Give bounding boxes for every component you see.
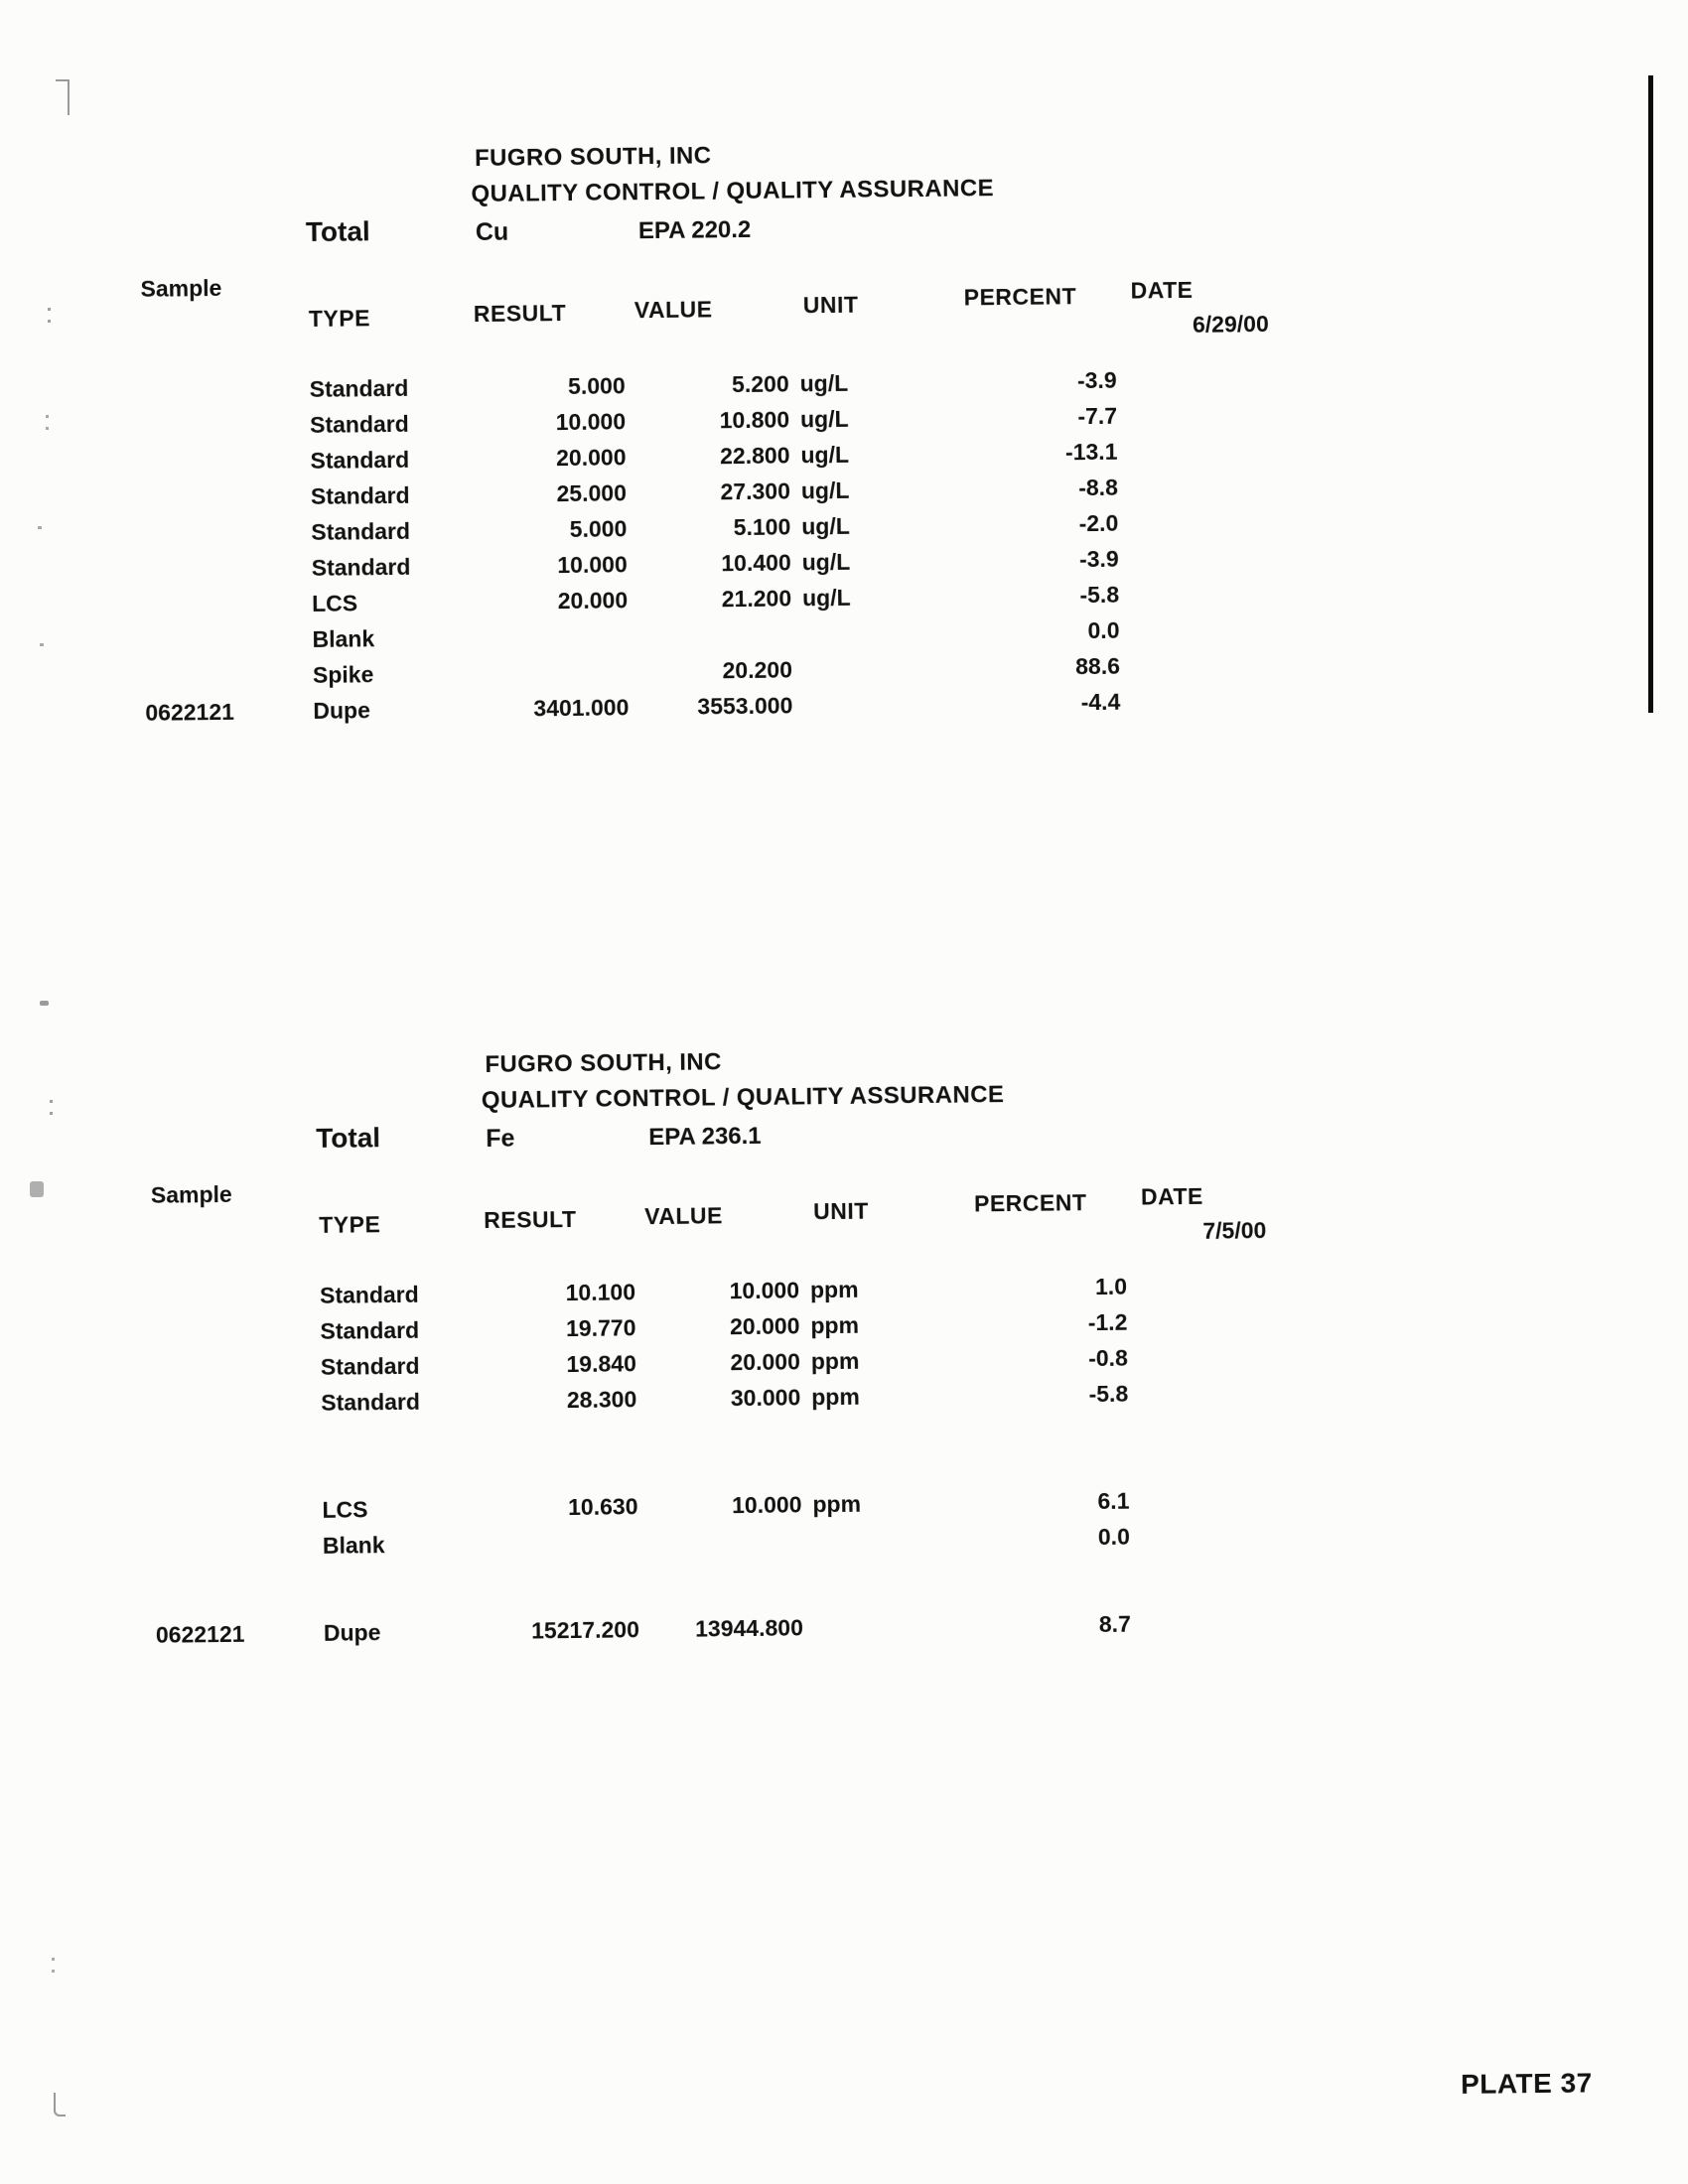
- plate-number-label: PLATE 37: [1460, 2067, 1593, 2100]
- cell-type: Standard: [309, 410, 409, 438]
- method-label: EPA 236.1: [648, 1122, 762, 1152]
- cell-percent: -4.4: [1080, 688, 1121, 716]
- cell-unit: ppm: [810, 1347, 860, 1375]
- cell-percent: 1.0: [1094, 1273, 1128, 1300]
- column-header-value: VALUE: [644, 1202, 724, 1230]
- cell-value: 20.000: [730, 1348, 800, 1376]
- cell-result: 15217.200: [531, 1616, 640, 1644]
- column-header-percent: PERCENT: [973, 1189, 1087, 1217]
- column-header-value: VALUE: [633, 296, 713, 324]
- scan-artifact: [46, 415, 49, 418]
- cell-percent: -5.8: [1079, 581, 1120, 609]
- cell-value: 20.200: [722, 656, 793, 684]
- cell-result: 10.000: [555, 408, 627, 436]
- column-header-unit: UNIT: [802, 291, 859, 319]
- scan-artifact: [54, 2093, 66, 2116]
- column-header-result: RESULT: [484, 1205, 577, 1234]
- cell-type: Standard: [310, 446, 410, 474]
- column-header-unit: UNIT: [812, 1197, 869, 1225]
- qc-table-fe: [7, 1037, 1688, 1648]
- cell-unit: [802, 619, 921, 620]
- cell-percent: -13.1: [1064, 438, 1118, 466]
- analyte-label: Cu: [475, 217, 509, 247]
- cell-value: 10.000: [729, 1277, 800, 1304]
- cell-percent: -5.8: [1088, 1380, 1129, 1408]
- column-header-type: TYPE: [308, 305, 371, 332]
- cell-result: 5.000: [567, 372, 626, 400]
- cell-unit: ppm: [809, 1276, 859, 1303]
- cell-sample: 0622121: [145, 698, 235, 726]
- cell-sample: 0622121: [155, 1620, 245, 1648]
- cell-value: 21.200: [721, 585, 792, 613]
- cell-percent: 0.0: [1097, 1523, 1130, 1551]
- cell-percent: -8.8: [1078, 474, 1119, 501]
- cell-type: Blank: [322, 1532, 385, 1559]
- column-header-date: DATE: [1130, 276, 1194, 304]
- total-label: Total: [316, 1122, 381, 1154]
- cell-result: 19.770: [565, 1314, 636, 1342]
- qc-table-cu: [0, 131, 1685, 726]
- run-date: 6/29/00: [1192, 310, 1269, 338]
- cell-unit: ppm: [811, 1383, 860, 1411]
- cell-unit: [814, 1613, 933, 1614]
- cell-sample: [152, 1283, 311, 1285]
- cell-type: Blank: [312, 625, 375, 652]
- cell-type: LCS: [311, 590, 358, 616]
- cell-result: 20.000: [555, 444, 627, 472]
- cell-result: 10.000: [557, 551, 628, 579]
- cell-value: 5.100: [733, 513, 791, 541]
- cell-value: 3553.000: [697, 692, 793, 720]
- cell-result: 5.000: [569, 515, 628, 542]
- scan-artifact: [56, 79, 70, 115]
- cell-type: Standard: [309, 374, 409, 402]
- cell-result: 10.100: [565, 1279, 636, 1306]
- company-name: FUGRO SOUTH, INC: [474, 142, 712, 173]
- scan-artifact: [40, 1001, 49, 1006]
- cell-percent: -7.7: [1077, 402, 1118, 430]
- cell-result: 28.300: [566, 1386, 637, 1414]
- scan-artifact: [48, 308, 51, 311]
- cell-type: Spike: [312, 661, 374, 688]
- cell-unit: ug/L: [799, 369, 849, 397]
- cell-value: 10.400: [721, 549, 791, 577]
- cell-unit: ppm: [812, 1490, 862, 1518]
- scan-artifact: [38, 526, 42, 529]
- cell-unit: ug/L: [801, 548, 851, 576]
- cell-type: Standard: [321, 1388, 421, 1416]
- sample-column-header: Sample: [150, 1180, 232, 1208]
- cell-percent: 0.0: [1087, 616, 1120, 644]
- cell-type: Standard: [311, 553, 411, 581]
- table-rows: [0, 360, 1688, 737]
- cell-percent: -3.9: [1078, 545, 1119, 573]
- total-label: Total: [305, 215, 370, 247]
- cell-type: Standard: [320, 1352, 420, 1380]
- cell-percent: -0.8: [1088, 1344, 1128, 1372]
- cell-value: 20.000: [729, 1312, 800, 1340]
- cell-value: 5.200: [731, 370, 789, 398]
- report-subtitle: QUALITY CONTROL / QUALITY ASSURANCE: [471, 175, 995, 208]
- column-header-type: TYPE: [319, 1211, 381, 1238]
- column-header-percent: PERCENT: [963, 283, 1077, 311]
- scan-artifact: [50, 1100, 53, 1103]
- scan-edge-line: [1648, 75, 1653, 713]
- cell-type: Dupe: [313, 697, 371, 724]
- cell-result: 3401.000: [533, 694, 630, 722]
- cell-value: 30.000: [730, 1384, 801, 1412]
- company-name: FUGRO SOUTH, INC: [485, 1048, 722, 1078]
- cell-result: 19.840: [566, 1350, 636, 1378]
- cell-unit: ug/L: [800, 441, 850, 469]
- cell-percent: 88.6: [1074, 652, 1121, 680]
- scan-artifact: [30, 1181, 44, 1197]
- sample-column-header: Sample: [140, 274, 222, 302]
- cell-value: 27.300: [720, 478, 791, 505]
- cell-percent: 8.7: [1098, 1610, 1131, 1638]
- cell-result: 10.630: [567, 1493, 638, 1521]
- column-header-result: RESULT: [473, 300, 567, 328]
- cell-type: Standard: [320, 1316, 420, 1344]
- cell-unit: ug/L: [800, 477, 850, 504]
- cell-value: 10.000: [731, 1491, 802, 1519]
- cell-percent: -3.9: [1076, 366, 1117, 394]
- cell-unit: [813, 1526, 932, 1527]
- cell-type: Standard: [310, 481, 410, 509]
- analyte-label: Fe: [486, 1124, 515, 1153]
- cell-type: Standard: [319, 1281, 419, 1308]
- cell-unit: ug/L: [801, 584, 851, 612]
- report-subtitle: QUALITY CONTROL / QUALITY ASSURANCE: [481, 1081, 1005, 1115]
- cell-type: Dupe: [323, 1619, 381, 1646]
- cell-type: LCS: [322, 1496, 368, 1523]
- cell-result: 20.000: [557, 587, 629, 614]
- cell-value: 22.800: [719, 442, 790, 470]
- table-rows: [10, 1267, 1688, 1659]
- cell-value: 10.800: [719, 406, 790, 434]
- scan-artifact: [40, 643, 44, 646]
- cell-unit: ppm: [810, 1311, 860, 1339]
- scan-artifact: [52, 1958, 55, 1961]
- cell-value: 13944.800: [694, 1614, 804, 1642]
- cell-percent: -2.0: [1078, 509, 1119, 537]
- cell-result: 25.000: [556, 479, 628, 507]
- cell-sample: [142, 376, 301, 378]
- column-header-date: DATE: [1140, 1182, 1204, 1210]
- table-row: [14, 1604, 1688, 1659]
- cell-unit: ug/L: [801, 512, 850, 540]
- cell-percent: -1.2: [1087, 1308, 1128, 1336]
- run-date: 7/5/00: [1202, 1217, 1267, 1244]
- cell-unit: ug/L: [799, 405, 849, 433]
- cell-unit: [803, 655, 922, 656]
- cell-type: Standard: [311, 517, 411, 545]
- method-label: EPA 220.2: [637, 215, 752, 245]
- cell-percent: 6.1: [1097, 1487, 1130, 1515]
- cell-sample: [154, 1497, 313, 1499]
- cell-unit: [803, 691, 922, 692]
